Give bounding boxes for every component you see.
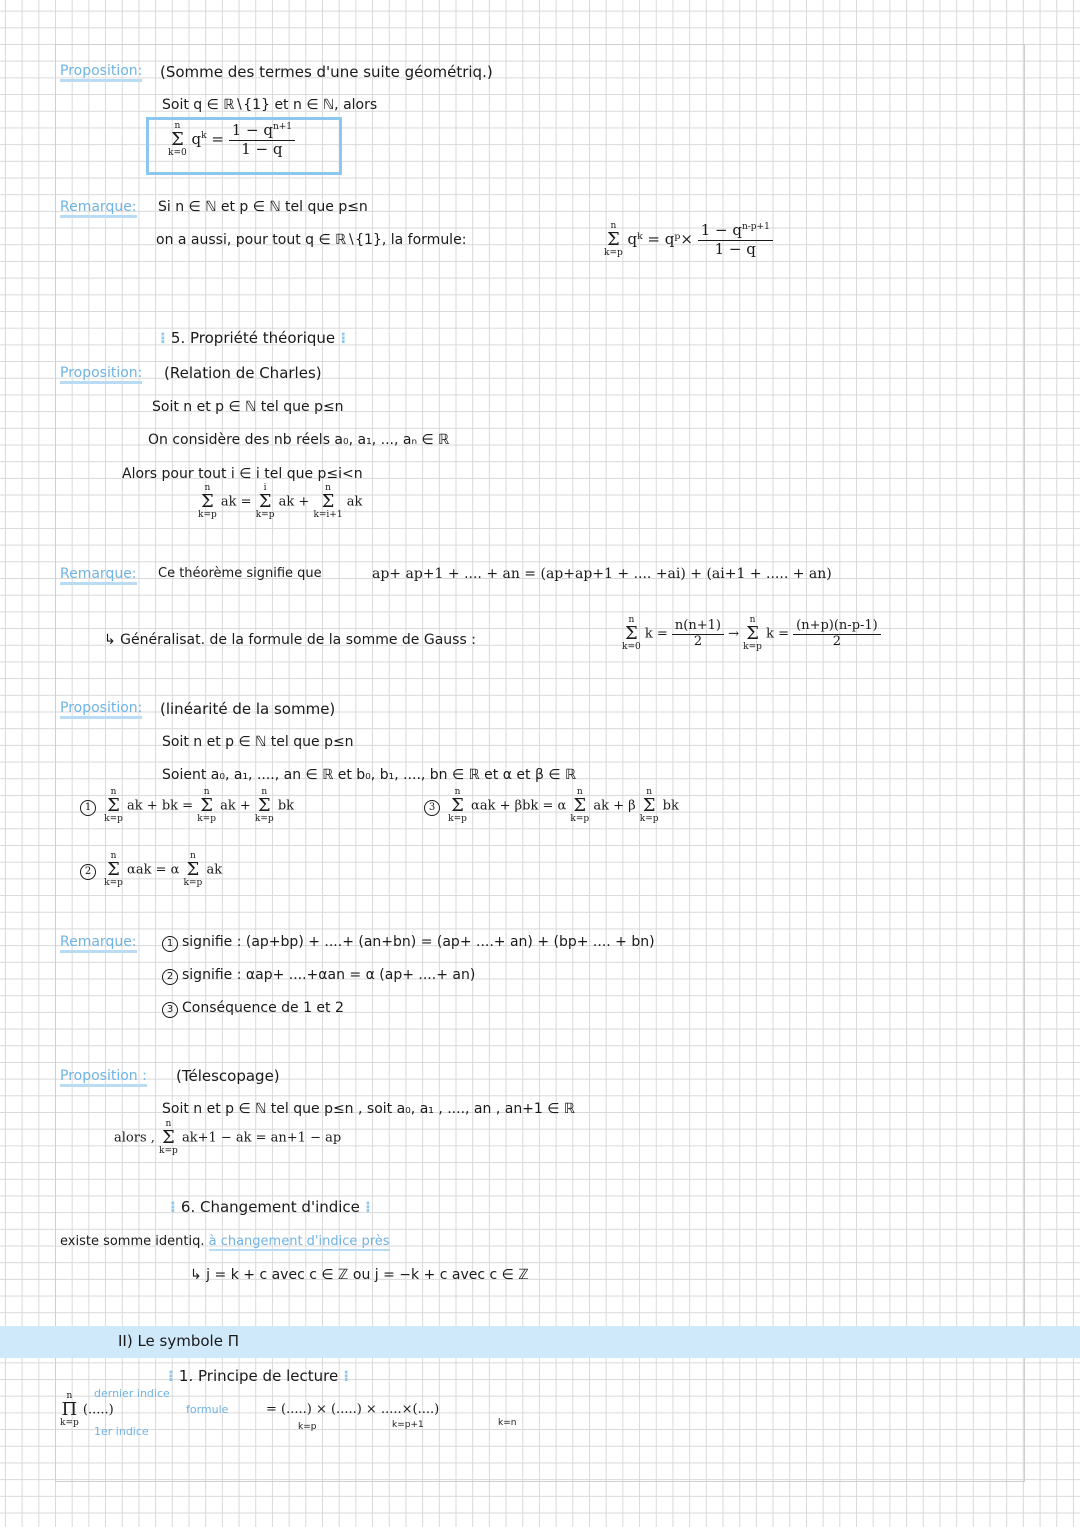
rhs-index-3: k=n: [498, 1418, 517, 1428]
sigma-symbol: n Σ k=p: [448, 787, 467, 824]
sigma-symbol: n Σ k=p: [570, 787, 590, 824]
note-last-index: dernier indice: [94, 1387, 170, 1400]
prop3-title: (linéarité de la somme): [160, 700, 336, 718]
secII-sub: ⁝ 1. Principe de lecture ⁝: [168, 1367, 350, 1385]
sparkle-icon: ⁝: [338, 1367, 350, 1385]
prop2-formula: n Σ k=p ak = i Σ k=p ak + n Σ k=i+1 ak: [198, 483, 363, 520]
sigma-symbol: n Σ k=0: [168, 121, 187, 158]
sigma-symbol: n Σ k=p: [198, 483, 217, 520]
secII-title: II) Le symbole Π: [118, 1332, 240, 1350]
sparkle-icon: ⁝: [359, 1198, 371, 1216]
sparkle-icon: ⁝: [170, 1198, 181, 1216]
sec6-line1: existe somme identiq. à changement d'indice près: [60, 1234, 390, 1249]
rem2-label: Remarque:: [60, 566, 137, 585]
circled-number: 3: [424, 800, 440, 816]
prop4-label: Proposition :: [60, 1068, 147, 1087]
prop2-line2: On considère des nb réels a₀, a₁, ..., aₙ ∈ ℝ: [148, 432, 450, 448]
sigma-symbol: n Σ k=p: [197, 787, 216, 824]
circled-number: 1: [80, 800, 96, 816]
secII-rhs: = (.....) × (.....) × .....×(....): [266, 1402, 440, 1417]
prop2-line3: Alors pour tout i ∈ i tel que p≤i<n: [122, 466, 363, 482]
sigma-symbol: n Σ k=p: [254, 787, 274, 824]
prop1-line: Soit q ∈ ℝ∖{1} et n ∈ ℕ, alors: [162, 97, 378, 113]
prop3-line2: Soient a₀, a₁, ...., an ∈ ℝ et b₀, b₁, ...., bn ∈ ℝ et α et β ∈ ℝ: [162, 767, 577, 783]
sparkle-icon: ⁝: [168, 1367, 179, 1385]
sec6-title: ⁝ 6. Changement d'indice ⁝: [170, 1198, 371, 1216]
prop4-formula: alors , n Σ k=p ak+1 − ak = an+1 − ap: [114, 1119, 342, 1156]
prop4-title: (Télescopage): [176, 1067, 280, 1085]
rem3-label: Remarque:: [60, 934, 137, 953]
sigma-symbol: n Σ k=i+1: [313, 483, 343, 520]
sigma-symbol: n Σ k=p: [183, 851, 203, 888]
rem1-line2: on a aussi, pour tout q ∈ ℝ∖{1}, la formule:: [156, 232, 467, 248]
prop2-title: (Relation de Charles): [164, 364, 322, 382]
sec5-title: ⁝ 5. Propriété théorique ⁝: [160, 329, 347, 347]
rem2-text: Ce théorème signifie que: [158, 566, 322, 581]
rem1-label: Remarque:: [60, 199, 137, 218]
sigma-symbol: i Σ k=p: [255, 483, 275, 520]
sigma-symbol: n Σ k=p: [743, 615, 762, 652]
sigma-symbol: n Σ k=p: [604, 221, 623, 258]
sigma-symbol: n Σ k=p: [104, 787, 123, 824]
secII-pi-formula: n Π k=p (.....): [60, 1391, 114, 1428]
prop2-line1: Soit n et p ∈ ℕ tel que p≤n: [152, 399, 344, 415]
sigma-symbol: n Σ k=0: [622, 615, 641, 652]
gauss-text: ↳ Généralisat. de la formule de la somme de Gauss :: [104, 632, 476, 648]
circled-number: 2: [80, 864, 96, 880]
arrow-right-icon: →: [728, 626, 740, 642]
prop3-label: Proposition:: [60, 700, 142, 719]
gauss-formula: n Σ k=0 k = $\frac{n(n+1)}{2}$ → n Σ k=p k = $\frac{(n+p)(n-p-1)}{2}$: [622, 616, 881, 652]
rem1-line1: Si n ∈ ℕ et p ∈ ℕ tel que p≤n: [158, 199, 368, 215]
rem2-formula: ap+ ap+1 + .... + an = (ap+ap+1 + .... +ai) + (ai+1 + ..... + an): [372, 566, 832, 582]
sparkle-icon: ⁝: [335, 329, 347, 347]
rem3-line2: 2 signifie : αap+ ....+αan = α (ap+ ....+ an): [162, 967, 475, 985]
rem3-line3: 3 Conséquence de 1 et 2: [162, 1000, 344, 1018]
sigma-symbol: n Σ k=p: [639, 787, 659, 824]
sigma-symbol: n Σ k=p: [159, 1119, 178, 1156]
prop3-formula2: 2 n Σ k=p αak = α n Σ k=p ak: [80, 852, 222, 888]
prop4-line1: Soit n et p ∈ ℕ tel que p≤n , soit a₀, a₁ , ...., an , an+1 ∈ ℝ: [162, 1101, 576, 1117]
sec6-line1-highlight: à changement d'indice près: [208, 1234, 390, 1249]
prop3-line1: Soit n et p ∈ ℕ tel que p≤n: [162, 734, 354, 750]
prop2-label: Proposition:: [60, 365, 142, 384]
rhs-index-1: k=p: [298, 1422, 317, 1432]
rem1-formula: n Σ k=p qᵏ = qᵖ× $\frac{1 - q^{n-p+1}}{1 - q}$: [604, 222, 773, 258]
sparkle-icon: ⁝: [160, 329, 171, 347]
note-formula: formule: [186, 1403, 229, 1416]
prop3-formula3: 3 n Σ k=p αak + βbk = α n Σ k=p ak + β n Σ k=p bk: [424, 788, 679, 824]
prop1-formula: n Σ k=0 $q^k$ = $\frac{1 - q^{n+1}}{1 - q}$: [168, 122, 295, 158]
prop1-title: (Somme des termes d'une suite géométriq.): [160, 63, 493, 81]
note-first-index: 1er indice: [94, 1425, 149, 1438]
product-symbol: n Π k=p: [60, 1391, 79, 1428]
rem3-line1: 1 signifie : (ap+bp) + ....+ (an+bn) = (ap+ ....+ an) + (bp+ .... + bn): [162, 934, 655, 952]
rhs-index-2: k=p+1: [392, 1420, 424, 1430]
prop1-label: Proposition:: [60, 63, 142, 82]
sigma-symbol: n Σ k=p: [104, 851, 123, 888]
sec6-line2: ↳ j = k + c avec c ∈ ℤ ou j = −k + c avec c ∈ ℤ: [190, 1267, 529, 1283]
prop3-formula1: 1 n Σ k=p ak + bk = n Σ k=p ak + n Σ k=p bk: [80, 788, 294, 824]
